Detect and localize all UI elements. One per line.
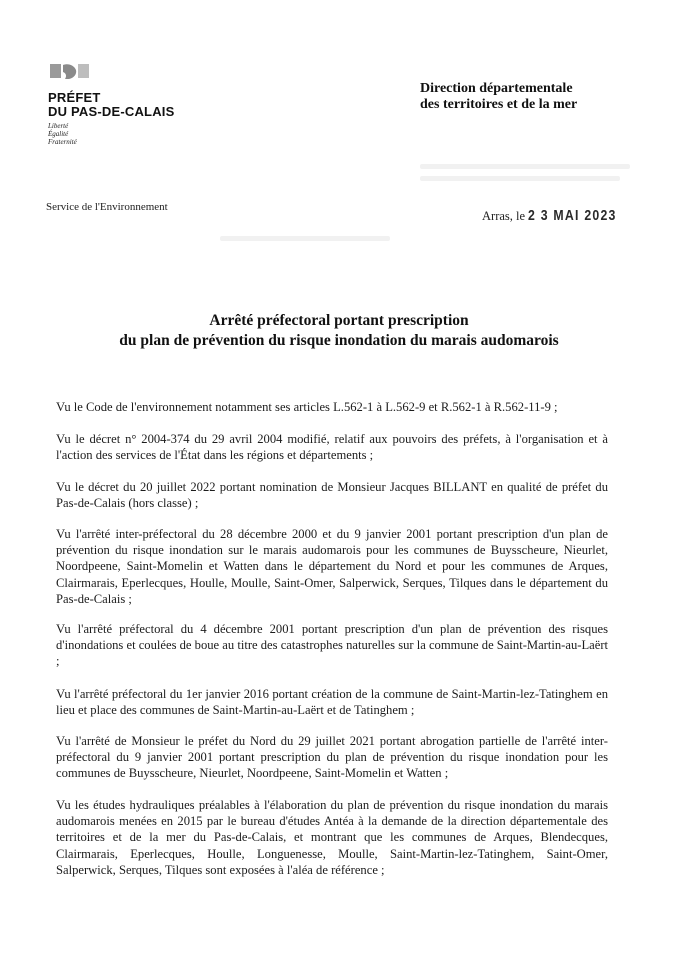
visa-paragraph: Vu le Code de l'environnement notamment ses articles L.562-1 à L.562-9 et R.562-1 à R.562-11-9 ; (56, 400, 558, 414)
visa-paragraph: Vu l'arrêté de Monsieur le préfet du Nord du 29 juillet 2021 portant abrogation partielle de l'arrêté inter-préfectoral du 9 janvier 2001 portant prescription du plan de prévention du risque inondation pour les communes de Buysscheure, Nieurlet, Noordpeene, Saint-Momelin et Watten ; (56, 734, 608, 781)
visa-paragraph: Vu l'arrêté préfectoral du 1er janvier 2016 portant création de la commune de Saint-Martin-lez-Tatinghem en lieu et place des communes de Saint-Martin-au-Laërt et de Tatinghem ; (56, 687, 608, 718)
motto-egalite: Égalité (48, 130, 69, 138)
service-label: Service de l'Environnement (46, 201, 168, 213)
republic-motto (48, 122, 218, 146)
visa-paragraph: Vu le décret n° 2004-374 du 29 avril 2004 modifié, relatif aux pouvoirs des préfets, à l'organisation et à l'action des services de l'État dans les régions et départements ; (56, 432, 608, 463)
direction-line1: Direction départementale (420, 81, 573, 96)
motto-liberte: Liberté (48, 122, 69, 130)
title-line1: Arrêté préfectoral portant prescription (209, 312, 469, 329)
prefet-title-line2: DU PAS-DE-CALAIS (48, 104, 175, 119)
date-prefix: Arras, le (482, 209, 526, 223)
marianne-logo-icon (50, 62, 90, 82)
scan-showthrough (420, 176, 620, 181)
visa-paragraph: Vu l'arrêté préfectoral du 4 décembre 2001 portant prescription d'un plan de prévention des risques d'inondations et coulées de boue au titre des catastrophes naturelles sur la commune de Saint-Martin-au-Laërt ; (56, 622, 609, 669)
motto-fraternite: Fraternité (48, 138, 77, 146)
prefet-title-line1: PRÉFET (48, 90, 101, 105)
direction-line2: des territoires et de la mer (420, 97, 578, 112)
date-line (482, 207, 636, 224)
prefecture-logo-block (48, 62, 218, 146)
scan-showthrough (220, 236, 390, 241)
date-stamp: 2 3 MAI 2023 (528, 207, 617, 224)
title-line2: du plan de prévention du risque inondation du marais audomarois (119, 332, 559, 349)
scan-showthrough (420, 164, 630, 169)
visa-paragraph: Vu l'arrêté inter-préfectoral du 28 décembre 2000 et du 9 janvier 2001 portant prescription d'un plan de prévention du risque inondation sur le marais audomarois pour les communes de Buysscheure, Nieurlet, Noordpeene, Saint-Momelin et Watten dans le département du Nord et pour les communes de Arques, Clairmarais, Eperlecques, Houlle, Moulle, Saint-Omer, Salperwick, Serques, Tilques dans le département du Pas-de-Calais ; (56, 527, 608, 606)
document-title (40, 311, 638, 351)
direction-heading (420, 81, 650, 113)
visa-paragraph: Vu les études hydrauliques préalables à l'élaboration du plan de prévention du risque inondation du marais audomarois menées en 2015 par le bureau d'études Antéa à la demande de la direction départementale des territoires et de la mer du Pas-de-Calais, et montrant que les communes de Arques, Blendecques, Clairmarais, Eperlecques, Houlle, Longuenesse, Moulle, Saint-Martin-lez-Tatinghem, Saint-Omer, Salperwick, Serques, Tilques sont exposées à l'aléa de référence ; (56, 798, 608, 877)
visa-paragraph: Vu le décret du 20 juillet 2022 portant nomination de Monsieur Jacques BILLANT en qualité de préfet du Pas-de-Calais (hors classe) ; (56, 480, 608, 511)
